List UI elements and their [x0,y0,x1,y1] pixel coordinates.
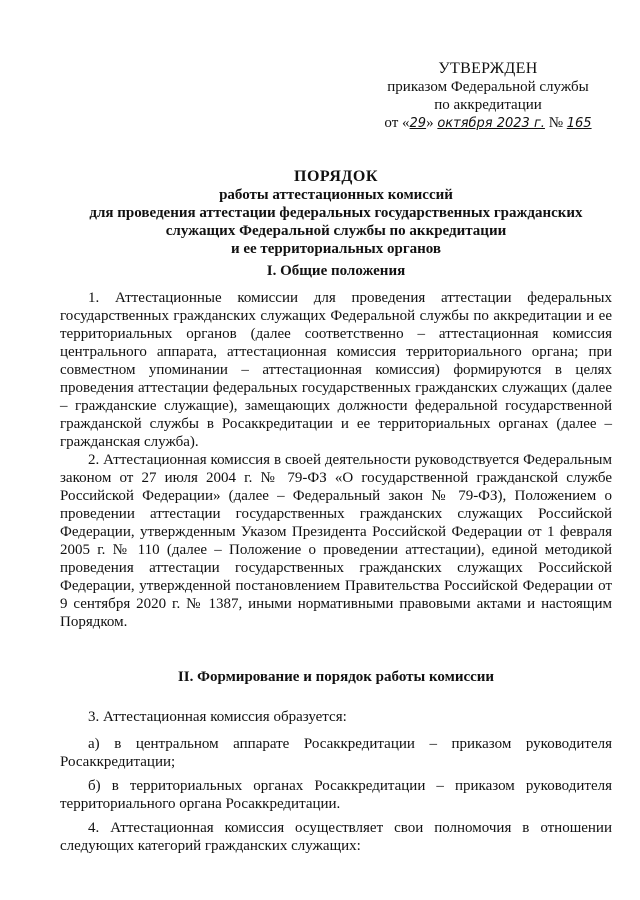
title-line-3: служащих Федеральной службы по аккредитации [165,223,507,239]
title-main: ПОРЯДОК [294,168,378,185]
approval-heading: УТВЕРЖДЕН [438,60,538,77]
number-prefix: № [548,115,563,131]
section-heading-2: II. Формирование и порядок работы комиссии [177,669,495,685]
section-heading-1: I. Общие положения [266,263,406,279]
section-1-body [60,289,612,631]
title-line-4: и ее территориальных органов [230,241,442,257]
document-title [60,168,612,258]
paragraph-3b: б) в территориальных органах Росаккредитации – приказом руководителя территориального органа Росаккредитации. [60,778,612,812]
paragraph-3: 3. Аттестационная комиссия образуется: [88,709,347,725]
title-line-2: для проведения аттестации федеральных государственных гражданских [89,205,583,221]
paragraph-4: 4. Аттестационная комиссия осуществляет свои полномочия в отношении следующих категорий гражданских служащих: [60,820,612,854]
paragraph-2: 2. Аттестационная комиссия в своей деятельности руководствуется Федеральным законом от 27 июля 2004 г. № 79-ФЗ «О государственной гражданской службе Российской Федерации» (далее – Федеральный закон № 79-ФЗ), Положением о проведении аттестации государственных гражданских служащих Российской Федерации, утвержденным Указом Президента Российской Федерации от 1 февраля 2005 г. № 110 (далее – Положение о проведении аттестации), единой методикой проведения аттестации государственных гражданских служащих Российской Федерации, утвержденной постановлением Правительства Российской Федерации от 9 сентября 2020 г. № 1387, иными нормативными правовыми актами и настоящим Порядком. [60,452,612,630]
approval-line-2: по аккредитации [434,97,542,113]
approval-line-1: приказом Федеральной службы [387,79,589,95]
paragraph-1: 1. Аттестационные комиссии для проведения аттестации федеральных государственных гражданских служащих Федеральной службы по аккредитации и ее территориальных органов (далее соответственно – аттестационная комиссия центрального аппарата, аттестационная комиссия территориального органа; при совместном упоминании – аттестационная комиссия) формируются в целях проведения аттестации федеральных государственных гражданских служащих (далее – гражданские служащие), замещающих должности федеральной государственной гражданской службы в Росаккредитации и ее территориальных органах (далее – гражданская служба). [60,290,612,450]
title-line-1: работы аттестационных комиссий [219,187,453,203]
date-prefix: от « [384,115,410,131]
approval-date-number [368,114,608,133]
paragraph-3a: а) в центральном аппарате Росаккредитации – приказом руководителя Росаккредитации; [60,736,612,770]
handwritten-month-year: октября 2023 г. [437,116,545,131]
approval-stamp [368,60,608,133]
handwritten-number: 165 [566,116,592,131]
section-2-body [60,708,612,855]
date-mid: » [426,115,434,131]
handwritten-day: 29 [409,116,427,131]
